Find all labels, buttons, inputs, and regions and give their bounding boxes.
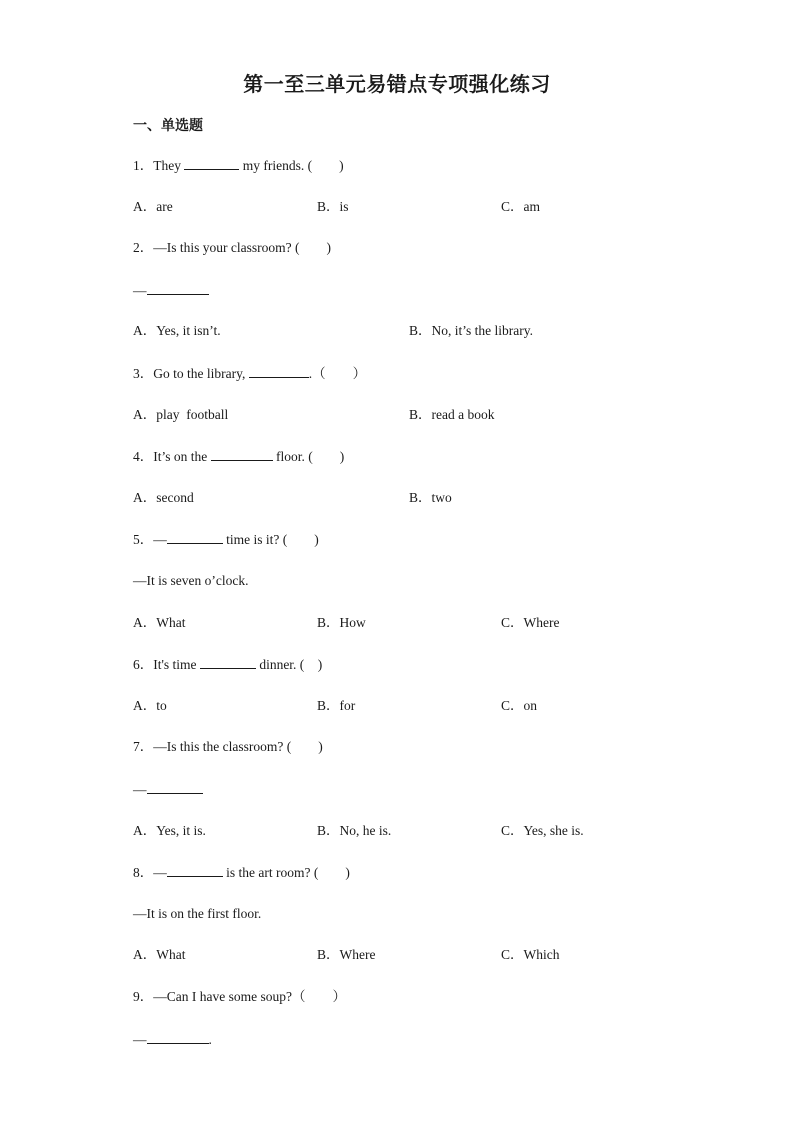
option-a[interactable]: A．play football — [133, 407, 229, 422]
answer-line: — . — [133, 1032, 212, 1047]
answer-blank[interactable] — [167, 530, 223, 544]
question-2: 2．—Is this your classroom? ( ) — [133, 240, 331, 255]
reply-line: —It is seven o’clock. — [133, 573, 249, 588]
option-b[interactable]: B．read a book — [409, 407, 495, 422]
option-a[interactable]: A．What — [133, 615, 186, 630]
question-8: 8．— is the art room? ( ) — [133, 865, 350, 880]
option-b[interactable]: B．Where — [317, 947, 376, 962]
option-b[interactable]: B．for — [317, 698, 356, 713]
option-a[interactable]: A．What — [133, 947, 186, 962]
question-5: 5．— time is it? ( ) — [133, 532, 319, 547]
option-b[interactable]: B．No, he is. — [317, 823, 392, 838]
question-3: 3．Go to the library, .（ ） — [133, 366, 367, 381]
option-c[interactable]: C．on — [501, 698, 538, 713]
answer-blank[interactable] — [147, 1030, 209, 1044]
option-a[interactable]: A．Yes, it is. — [133, 823, 206, 838]
option-b[interactable]: B．is — [317, 199, 349, 214]
option-b[interactable]: B．No, it’s the library. — [409, 323, 533, 338]
answer-blank[interactable] — [184, 156, 239, 170]
question-4: 4．It’s on the floor. ( ) — [133, 449, 345, 464]
answer-blank[interactable] — [167, 863, 223, 877]
reply-line: —It is on the first floor. — [133, 906, 262, 921]
section-heading: 一、单选题 — [133, 118, 203, 134]
option-a[interactable]: A．second — [133, 490, 194, 505]
option-a[interactable]: A．to — [133, 698, 167, 713]
answer-blank[interactable] — [200, 655, 256, 669]
page-title: 第一至三单元易错点专项强化练习 — [243, 72, 551, 96]
question-7: 7．—Is this the classroom? ( ) — [133, 739, 323, 754]
option-a[interactable]: A．Yes, it isn’t. — [133, 323, 221, 338]
option-c[interactable]: C．Which — [501, 947, 560, 962]
answer-line: — — [133, 780, 203, 799]
question-1: 1．They my friends. ( ) — [133, 158, 344, 173]
option-a[interactable]: A．are — [133, 199, 173, 214]
option-b[interactable]: B．How — [317, 615, 366, 630]
question-9: 9．—Can I have some soup?（ ） — [133, 989, 346, 1004]
option-b[interactable]: B．two — [409, 490, 452, 505]
answer-blank[interactable] — [147, 780, 203, 794]
answer-line: — — [133, 281, 209, 300]
option-c[interactable]: C．am — [501, 199, 540, 214]
option-c[interactable]: C．Where — [501, 615, 560, 630]
answer-blank[interactable] — [211, 447, 273, 461]
answer-blank[interactable] — [249, 364, 309, 378]
answer-blank[interactable] — [147, 281, 209, 295]
option-c[interactable]: C．Yes, she is. — [501, 823, 584, 838]
question-6: 6．It's time dinner. ( ) — [133, 657, 323, 672]
